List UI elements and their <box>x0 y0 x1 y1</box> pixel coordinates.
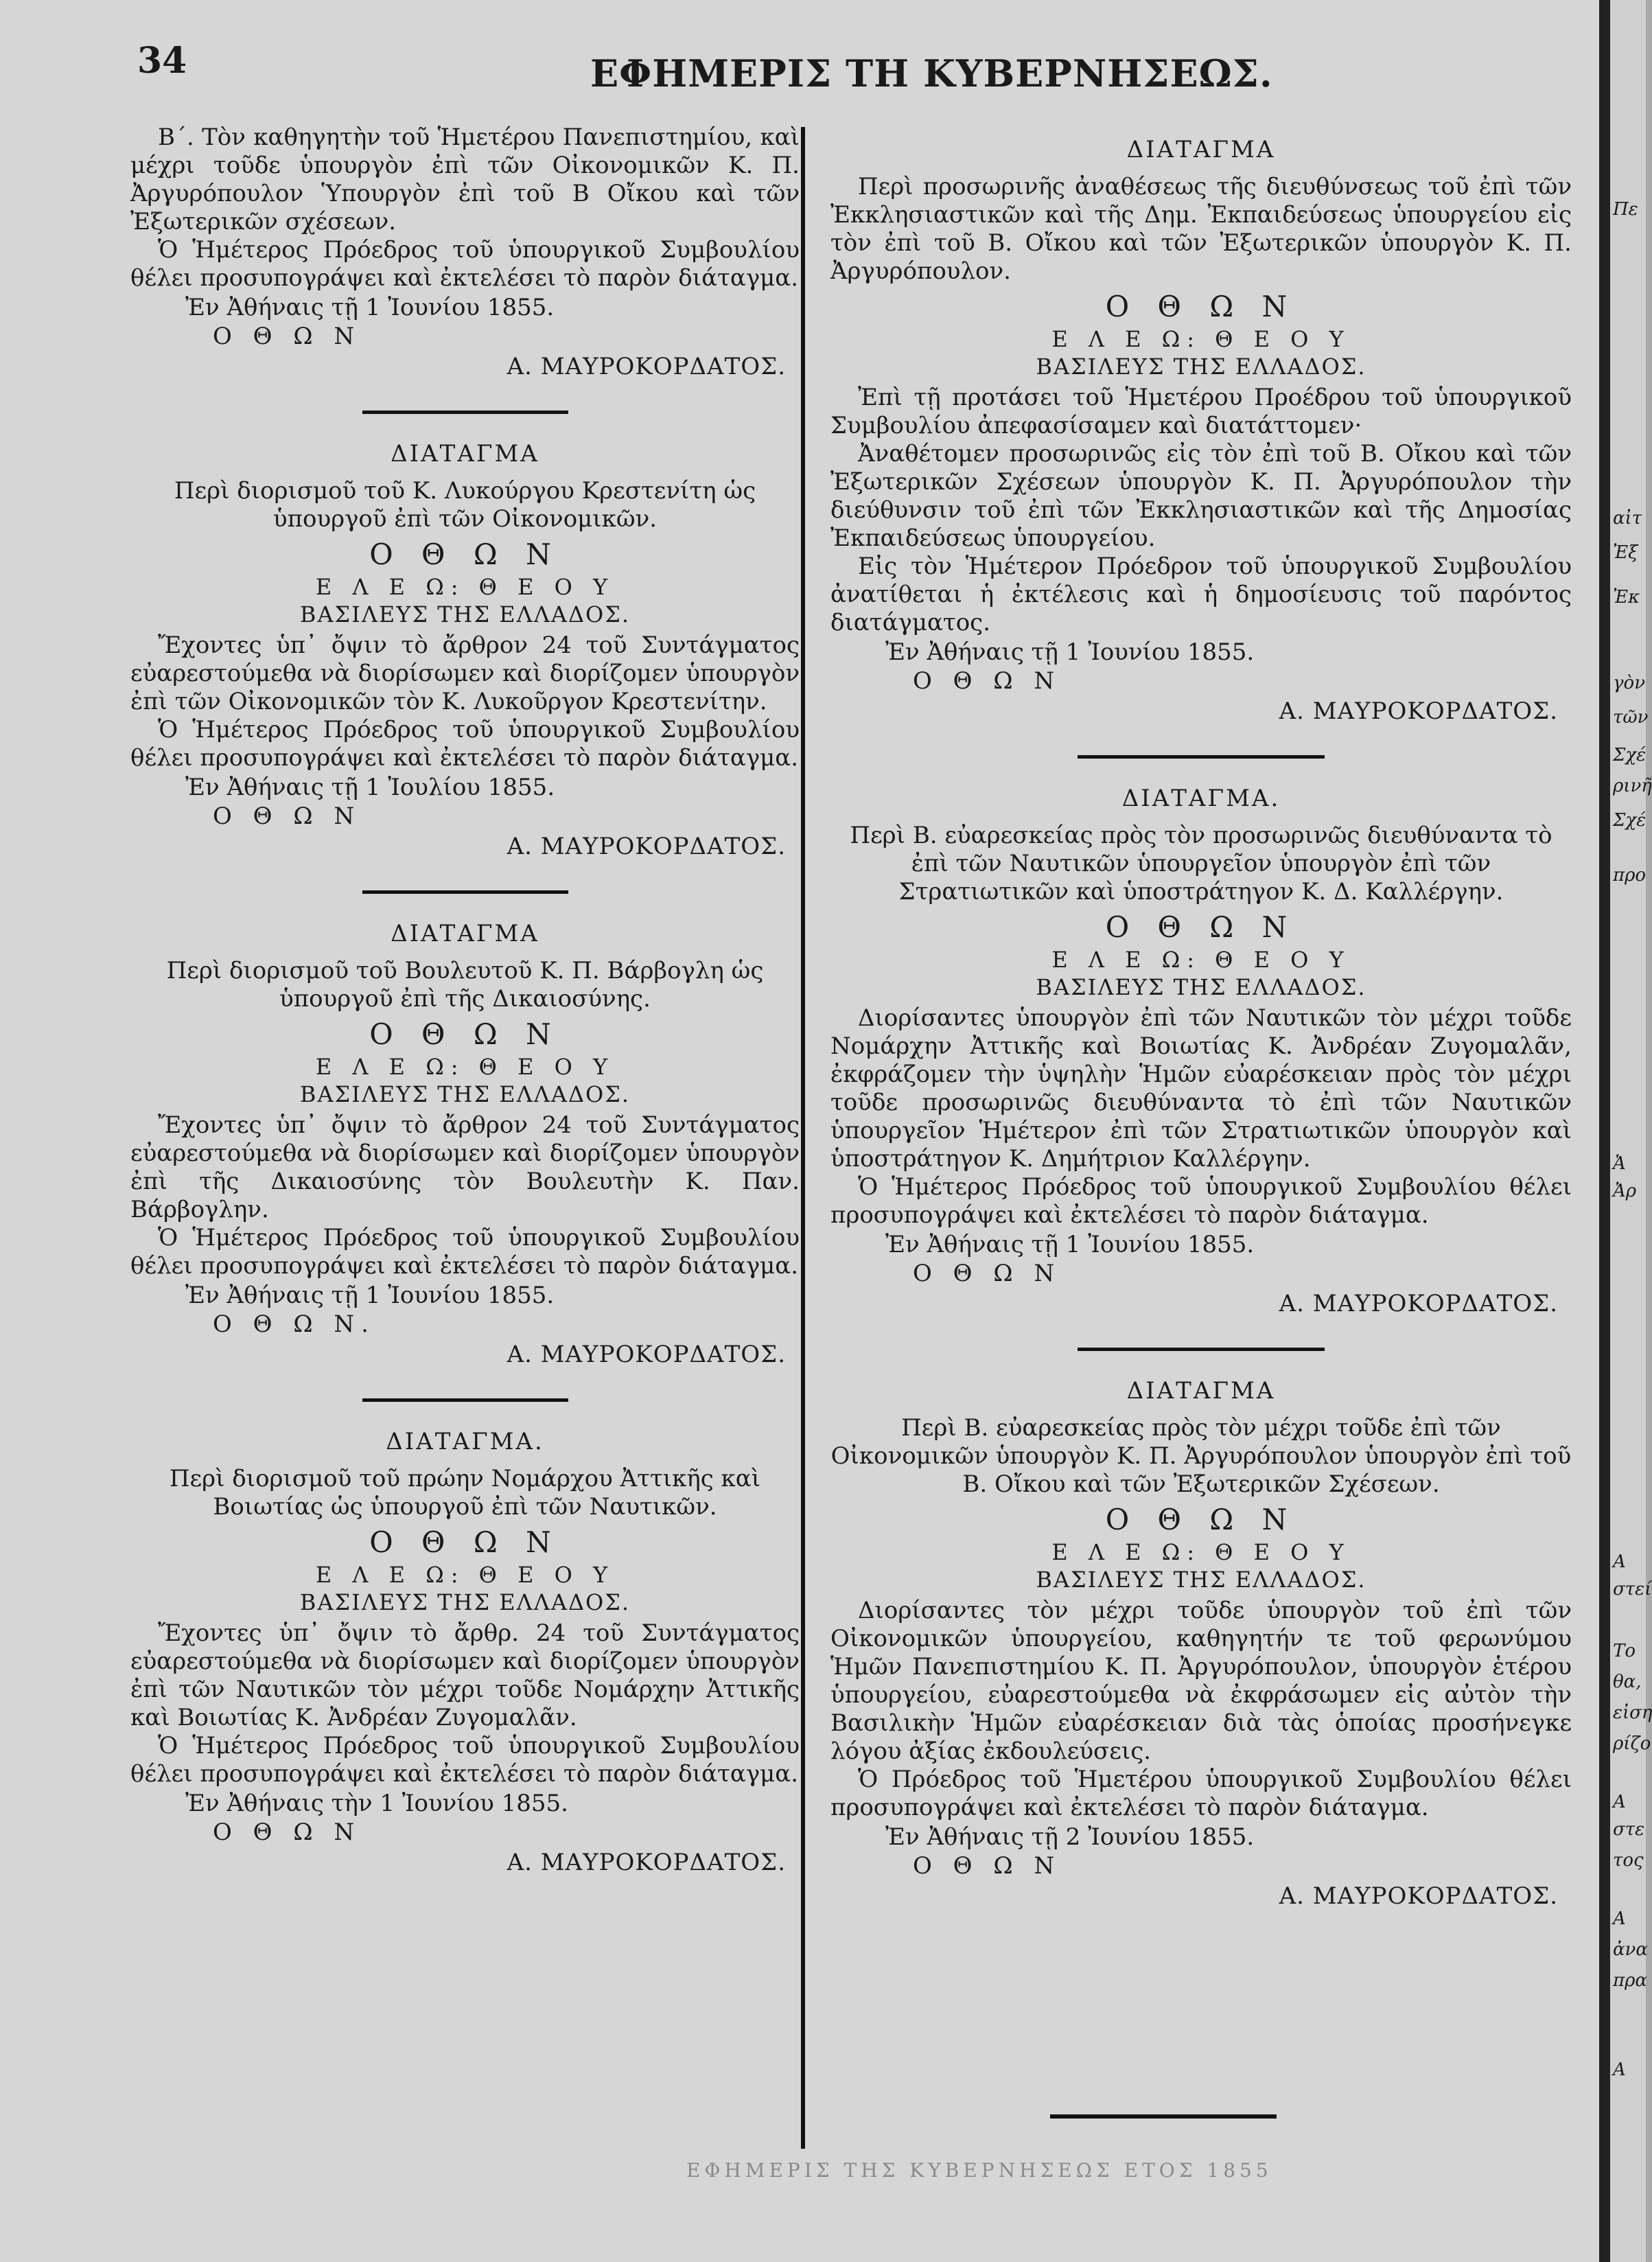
decree-subject: Περὶ διορισμοῦ τοῦ Κ. Λυκούργου Κρεστενίτη ὡς ὑπουργοῦ ἐπὶ τῶν Οἰκονομικῶν. <box>174 477 756 533</box>
eleos-theou: Ε Λ Ε Ω: Θ Ε Ο Υ <box>1051 947 1351 973</box>
king-title: ΒΑΣΙΛΕΥΣ ΤΗΣ ΕΛΛΑΔΟΣ. <box>1036 1567 1366 1593</box>
eleos-theou: Ε Λ Ε Ω: Θ Ε Ο Υ <box>1051 1539 1351 1565</box>
edge-fragment: Το <box>1613 1641 1636 1661</box>
decree-date: Ἐν Ἀθήναις τῇ 2 Ἰουνίου 1855. <box>885 1823 1255 1851</box>
king-title: ΒΑΣΙΛΕΥΣ ΤΗΣ ΕΛΛΑΔΟΣ. <box>299 1589 631 1615</box>
edge-fragment: Ἀρ <box>1613 1181 1637 1201</box>
decree-body: Ἔχοντες ὑπ᾽ ὄψιν τὸ ἄρθρ. 24 τοῦ Συντάγματος εὐαρεστούμεθα νὰ διορίσωμεν καὶ διορίζομεν ὑπουργὸν ἐπὶ τῶν Ναυτικῶν τὸν μέχρι τοῦδε Νομάρχην Ἀττικῆς καὶ Βοιωτίας Κ. Ἀνδρέαν Ζυγομαλᾶν. <box>130 1619 800 1731</box>
decree-heading: ΔΙΑΤΑΓΜΑ <box>1126 136 1276 163</box>
decree-heading: ΔΙΑΤΑΓΜΑ. <box>386 1428 544 1455</box>
decree-date: Ἐν Ἀθήναις τῇ 1 Ἰουλίου 1855. <box>185 774 555 801</box>
othon-name: Ο Θ Ω Ν <box>1105 1503 1297 1536</box>
edge-fragment: εἰση <box>1613 1703 1652 1723</box>
edge-fragment: Σχέ <box>1613 745 1647 765</box>
eleos-theou: Ε Λ Ε Ω: Θ Ε Ο Υ <box>1051 326 1351 352</box>
decree-block <box>830 1377 1572 1910</box>
decree-subject: Περὶ διορισμοῦ τοῦ πρώην Νομάρχου Ἀττικῆς καὶ Βοιωτίας ὡς ὑπουργοῦ ἐπὶ τῶν Ναυτικῶν. <box>169 1465 761 1521</box>
intro-othon: Ο Θ Ω Ν <box>213 323 362 350</box>
bleed-through-text: ΕΦΗΜΕΡΙΣ ΤΗΣ ΚΥΒΕΡΝΗΣΕΩΣ ΕΤΟΣ 1855 <box>686 2159 1272 2182</box>
separator-rule <box>362 890 568 894</box>
othon-name: Ο Θ Ω Ν <box>369 538 561 571</box>
edge-fragment: Α <box>1613 1792 1626 1812</box>
decree-closing: Ὁ Ἡμέτερος Πρόεδρος τοῦ ὑπουργικοῦ Συμβουλίου θέλει προσυπογράψει καὶ ἐκτελέσει τὸ παρὸν διάταγμα. <box>830 1173 1572 1229</box>
decree-subject: Περὶ προσωρινῆς ἀναθέσεως τῆς διευθύνσεως τοῦ ἐπὶ τῶν Ἐκκλησιαστικῶν καὶ τῆς Δημ. Ἐκπαιδεύσεως ὑπουργείου εἰς τὸν ἐπὶ τοῦ Β. Οἴκου καὶ τῶν Ἐξωτερικῶν ὑπουργὸν Κ. Π. Ἀργυρόπουλον. <box>830 173 1572 285</box>
page-gutter <box>1599 0 1610 2262</box>
adjacent-page-edge <box>1610 0 1652 2262</box>
decree-body: Διορίσαντες τὸν μέχρι τοῦδε ὑπουργὸν τοῦ ἐπὶ τῶν Οἰκονομικῶν ὑπουργείου, καθηγητήν τε τοῦ φερωνύμου Ἡμῶν Πανεπιστημίου Κ. Π. Ἀργυρόπουλον, ὑπουργὸν ἑτέρου ὑπουργείου, εὐαρεστούμεθα νὰ ἐκφράσωμεν εἰς αὐτὸν τὴν Βασιλικὴν Ἡμῶν εὐαρέσκειαν διὰ τὰς ὁποίας προσήνεγκε λόγου ἀξίας ἐκδουλεύσεις. <box>830 1597 1572 1765</box>
edge-fragment: ρινῆ <box>1613 776 1652 796</box>
separator-rule <box>362 1398 568 1402</box>
othon-signature: Ο Θ Ω Ν <box>213 1819 362 1846</box>
edge-fragment: αἰτ <box>1613 508 1642 529</box>
edge-fragment: τῶν <box>1613 707 1649 728</box>
right-column <box>830 124 1572 1910</box>
intro-closing: Ὁ Ἡμέτερος Πρόεδρος τοῦ ὑπουργικοῦ Συμβουλίου θέλει προσυπογράψει καὶ ἐκτελέσει τὸ παρὸν διάταγμα. <box>130 236 800 292</box>
edge-fragment: γὸν <box>1613 673 1645 693</box>
decree-heading: ΔΙΑΤΑΓΜΑ. <box>1121 785 1281 812</box>
decree-subject: Περὶ διορισμοῦ τοῦ Βουλευτοῦ Κ. Π. Βάρβογλη ὡς ὑπουργοῦ ἐπὶ τῆς Δικαιοσύνης. <box>166 957 764 1013</box>
edge-fragment: τος <box>1613 1850 1644 1871</box>
decree-date: Ἐν Ἀθήναις τῇ 1 Ἰουνίου 1855. <box>885 638 1255 666</box>
edge-fragment: ρίζο <box>1613 1733 1651 1754</box>
king-title: ΒΑΣΙΛΕΥΣ ΤΗΣ ΕΛΛΑΔΟΣ. <box>1036 354 1366 380</box>
decree-date: Ἐν Ἀθήναις τῇ 1 Ἰουνίου 1855. <box>885 1231 1255 1258</box>
othon-name: Ο Θ Ω Ν <box>1105 910 1297 944</box>
decree-block <box>130 1428 800 1876</box>
edge-fragment: Α <box>1613 1551 1626 1572</box>
decree-body: Ἀναθέτομεν προσωρινῶς εἰς τὸν ἐπὶ τοῦ Β. Οἴκου καὶ τῶν Ἐξωτερικῶν Σχέσεων ὑπουργὸν Κ. Π. Ἀργυρόπουλον τὴν διεύθυνσιν τοῦ ἐπὶ τῶν Ἐκκλησιαστικῶν καὶ τῆς Δημοσίας Ἐκπαιδεύσεως ὑπουργείου. <box>830 440 1572 552</box>
othon-name: Ο Θ Ω Ν <box>1105 290 1297 323</box>
decree-closing: Ὁ Πρόεδρος τοῦ Ἡμετέρου ὑπουργικοῦ Συμβουλίου θέλει προσυπογράψει καὶ ἐκτελέσει τὸ παρὸν διάταγμα. <box>830 1766 1572 1821</box>
column-divider <box>801 127 805 2149</box>
edge-fragment: Ἐξ <box>1613 542 1638 563</box>
page-number: 34 <box>137 40 187 82</box>
end-rule <box>1050 2114 1277 2119</box>
minister-signature: Α. ΜΑΥΡΟΚΟΡΔΑΤΟΣ. <box>1279 697 1558 725</box>
edge-fragment: θα, <box>1613 1672 1642 1692</box>
decree-closing: Εἰς τὸν Ἡμέτερον Πρόεδρον τοῦ ὑπουργικοῦ Συμβουλίου ἀνατίθεται ἡ ἐκτέλεσις καὶ ἡ δημοσίευσις τοῦ παρόντος διατάγματος. <box>830 553 1572 636</box>
intro-signature: Α. ΜΑΥΡΟΚΟΡΔΑΤΟΣ. <box>507 353 786 380</box>
edge-fragment: Σχέ <box>1613 810 1647 831</box>
decree-date: Ἐν Ἀθήναις τῇ 1 Ἰουνίου 1855. <box>185 1282 555 1309</box>
decree-date: Ἐν Ἀθήναις τὴν 1 Ἰουνίου 1855. <box>185 1790 568 1817</box>
decree-body: Ἔχοντες ὑπ᾽ ὄψιν τὸ ἄρθρον 24 τοῦ Συντάγματος εὐαρεστούμεθα νὰ διορίσωμεν καὶ διορίζομεν ὑπουργὸν ἐπὶ τῶν Οἰκονομικῶν τὸν Κ. Λυκοῦργον Κρεστενίτην. <box>130 632 800 715</box>
decree-heading: ΔΙΑΤΑΓΜΑ <box>1126 1377 1276 1405</box>
king-title: ΒΑΣΙΛΕΥΣ ΤΗΣ ΕΛΛΑΔΟΣ. <box>299 601 631 627</box>
decree-subject: Περὶ Β. εὐαρεσκείας πρὸς τὸν μέχρι τοῦδε ἐπὶ τῶν Οἰκονομικῶν ὑπουργὸν Κ. Π. Ἀργυρόπουλον ὑπουργὸν ἐπὶ τοῦ Β. Οἴκου καὶ τῶν Ἐξωτερικῶν Σχέσεων. <box>830 1414 1572 1498</box>
othon-signature: Ο Θ Ω Ν <box>913 667 1062 695</box>
decree-preamble: Ἐπὶ τῇ προτάσει τοῦ Ἡμετέρου Προέδρου τοῦ ὑπουργικοῦ Συμβουλίου ἀπεφασίσαμεν καὶ διατάττομεν· <box>830 384 1572 439</box>
edge-fragment: στεί <box>1613 1579 1652 1600</box>
edge-fragment: Ἀ <box>1613 1153 1626 1174</box>
minister-signature: Α. ΜΑΥΡΟΚΟΡΔΑΤΟΣ. <box>1279 1290 1558 1317</box>
decree-block <box>130 440 800 860</box>
decree-body: Διορίσαντες ὑπουργὸν ἐπὶ τῶν Ναυτικῶν τὸν μέχρι τοῦδε Νομάρχην Ἀττικῆς καὶ Βοιωτίας Κ. Ἀνδρέαν Ζυγομαλᾶν, ἐκφράζομεν τὴν ὑψηλὴν Ἡμῶν εὐαρέσκειαν πρὸς τὸν μέχρι τοῦδε προσωρινῶς διευθύναντα τὸ ἐπὶ τῶν Ναυτικῶν ὑπουργεῖον Ἡμέτερον ἐπὶ τῶν Στρατιωτικῶν ὑπουργὸν καὶ ὑποστράτηγον Κ. Δημήτριον Καλλέργην. <box>830 1004 1572 1173</box>
decree-heading: ΔΙΑΤΑΓΜΑ <box>391 440 539 468</box>
separator-rule <box>362 411 568 414</box>
minister-signature: Α. ΜΑΥΡΟΚΟΡΔΑΤΟΣ. <box>507 1849 786 1876</box>
edge-fragment: Α <box>1613 1908 1626 1929</box>
minister-signature: Α. ΜΑΥΡΟΚΟΡΔΑΤΟΣ. <box>507 1341 786 1368</box>
decree-closing: Ὁ Ἡμέτερος Πρόεδρος τοῦ ὑπουργικοῦ Συμβουλίου θέλει προσυπογράψει καὶ ἐκτελέσει τὸ παρὸν διάταγμα. <box>130 716 800 772</box>
eleos-theou: Ε Λ Ε Ω: Θ Ε Ο Υ <box>315 1054 615 1080</box>
intro-text: Β΄. Τὸν καθηγητὴν τοῦ Ἡμετέρου Πανεπιστημίου, καὶ μέχρι τοῦδε ὑπουργὸν ἐπὶ τῶν Οἰκονομικῶν Κ. Π. Ἀργυρόπουλον Ὑπουργὸν ἐπὶ τοῦ Β Οἴκου καὶ τῶν Ἐξωτερικῶν σχέσεων. <box>130 124 800 235</box>
edge-fragment: προ <box>1613 865 1647 886</box>
othon-signature: Ο Θ Ω Ν <box>913 1260 1062 1287</box>
decree-closing: Ὁ Ἡμέτερος Πρόεδρος τοῦ ὑπουργικοῦ Συμβουλίου θέλει προσυπογράψει καὶ ἐκτελέσει τὸ παρὸν διάταγμα. <box>130 1224 800 1280</box>
eleos-theou: Ε Λ Ε Ω: Θ Ε Ο Υ <box>315 1562 615 1588</box>
intro-date: Ἐν Ἀθήναις τῇ 1 Ἰουνίου 1855. <box>185 294 555 321</box>
edge-fragment: ἀνα <box>1613 1939 1648 1960</box>
othon-name: Ο Θ Ω Ν <box>369 1525 561 1559</box>
decree-heading: ΔΙΑΤΑΓΜΑ <box>391 920 539 947</box>
edge-fragment: στε <box>1613 1819 1645 1840</box>
edge-fragment: πρα <box>1613 1970 1647 1991</box>
othon-name: Ο Θ Ω Ν <box>369 1017 561 1051</box>
edge-fragment: Πε <box>1613 199 1638 220</box>
separator-rule <box>1078 1348 1325 1351</box>
eleos-theou: Ε Λ Ε Ω: Θ Ε Ο Υ <box>315 574 615 600</box>
othon-signature: Ο Θ Ω Ν. <box>213 1311 375 1338</box>
decree-body: Ἔχοντες ὑπ᾽ ὄψιν τὸ ἄρθρον 24 τοῦ Συντάγματος εὐαρεστούμεθα νὰ διορίσωμεν καὶ διορίζομεν ὑπουργὸν ἐπὶ τῆς Δικαιοσύνης τὸν Βουλευτὴν Κ. Παν. Βάρβογλην. <box>130 1111 800 1223</box>
edge-fragment: Α <box>1613 2059 1626 2080</box>
othon-signature: Ο Θ Ω Ν <box>913 1852 1062 1880</box>
minister-signature: Α. ΜΑΥΡΟΚΟΡΔΑΤΟΣ. <box>507 833 786 860</box>
decree-closing: Ὁ Ἡμέτερος Πρόεδρος τοῦ ὑπουργικοῦ Συμβουλίου θέλει προσυπογράψει καὶ ἐκτελέσει τὸ παρὸν διάταγμα. <box>130 1732 800 1788</box>
king-title: ΒΑΣΙΛΕΥΣ ΤΗΣ ΕΛΛΑΔΟΣ. <box>299 1081 631 1107</box>
edge-fragment: Ἐκ <box>1613 587 1640 608</box>
decree-block <box>830 785 1572 1317</box>
decree-block <box>830 136 1572 725</box>
othon-signature: Ο Θ Ω Ν <box>213 803 362 830</box>
separator-rule <box>1078 755 1325 759</box>
left-column <box>130 124 800 1876</box>
page-title: ΕΦΗΜΕΡΙΣ ΤΗ ΚΥΒΕΡΝΗΣΕΩΣ. <box>590 51 1273 95</box>
minister-signature: Α. ΜΑΥΡΟΚΟΡΔΑΤΟΣ. <box>1279 1882 1558 1910</box>
decree-block <box>130 920 800 1368</box>
decree-subject: Περὶ Β. εὐαρεσκείας πρὸς τὸν προσωρινῶς διευθύναντα τὸ ἐπὶ τῶν Ναυτικῶν ὑπουργεῖον ὑπουργὸν ἐπὶ τῶν Στρατιωτικῶν καὶ ὑποστράτηγον Κ. Δ. Καλλέργην. <box>850 822 1552 905</box>
king-title: ΒΑΣΙΛΕΥΣ ΤΗΣ ΕΛΛΑΔΟΣ. <box>1036 974 1366 1000</box>
